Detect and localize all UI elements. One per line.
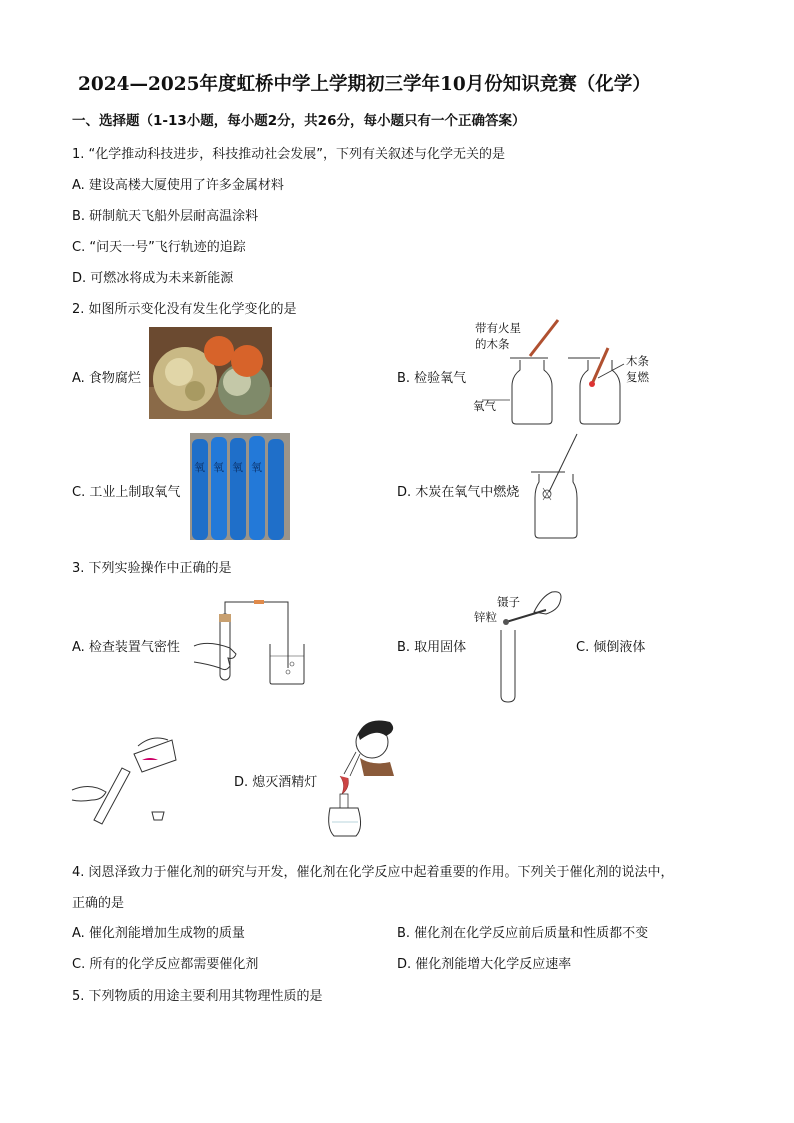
q5-stem: 5. 下列物质的用途主要利用其物理性质的是 [72,989,323,1004]
q3-option-b: B. 取用固体 [397,640,467,655]
take-solid-diagram [490,588,580,703]
blow-out-lamp-diagram [320,712,410,842]
q4-option-d: D. 催化剂能增大化学反应速率 [397,957,572,972]
cylinder-label-2: 氧 [213,461,224,474]
q4-stem: 4. 闵恩泽致力于催化剂的研究与开发，催化剂在化学反应中起着重要的作用。下列关于催化剂的说法中， [72,865,674,880]
q4-option-a: A. 催化剂能增加生成物的质量 [72,926,245,941]
q3-option-c: C. 倾倒液体 [576,640,646,655]
q4-option-c: C. 所有的化学反应都需要催化剂 [72,957,259,972]
section-heading: 一、选择题（1-13小题，每小题2分，共26分，每小题只有一个正确答案） [72,113,526,129]
q1-option-d: D. 可燃冰将成为未来新能源 [72,271,234,286]
q4-option-b: B. 催化剂在化学反应前后质量和性质都不变 [397,926,649,941]
label-tweezers: 镊子 [497,595,520,609]
q1-stem: 1. “化学推动科技进步，科技推动社会发展”，下列有关叙述与化学无关的是 [72,147,506,162]
rotten-food-photo [149,327,272,419]
page-title: 2024—2025年度虹桥中学上学期初三学年10月份知识竞赛（化学） [78,74,651,95]
oxygen-test-diagram [470,318,670,428]
charcoal-burning-diagram [525,432,605,542]
label-rekindle-1: 木条 [626,354,649,368]
q2-option-a: A. 食物腐烂 [72,371,141,386]
label-oxygen: 氧气 [473,399,496,413]
q2-stem: 2. 如图所示变化没有发生化学变化的是 [72,302,297,317]
cylinder-label-3: 氧 [232,461,243,474]
q3-option-d: D. 熄灭酒精灯 [234,775,318,790]
label-rekindle-2: 复燃 [626,370,649,384]
airtightness-check-diagram [190,596,320,696]
pour-liquid-diagram [72,730,182,830]
q4-stem-2: 正确的是 [72,896,125,911]
label-zinc: 锌粒 [474,610,497,624]
q1-option-b: B. 研制航天飞船外层耐高温涂料 [72,209,259,224]
label-glowing-splint: 带有火星 [475,321,521,335]
q3-option-a: A. 检查装置气密性 [72,640,180,655]
q3-stem: 3. 下列实验操作中正确的是 [72,561,232,576]
q2-option-c: C. 工业上制取氧气 [72,485,181,500]
q1-option-c: C. “问天一号”飞行轨迹的追踪 [72,240,246,255]
q1-option-a: A. 建设高楼大厦使用了许多金属材料 [72,178,284,193]
cylinder-label-1: 氧 [194,461,205,474]
label-glowing-splint-2: 的木条 [475,337,510,351]
cylinder-label-4: 氧 [251,461,262,474]
oxygen-cylinders-photo [190,433,290,540]
q2-option-b: B. 检验氧气 [397,371,467,386]
q2-option-d: D. 木炭在氧气中燃烧 [397,485,520,500]
